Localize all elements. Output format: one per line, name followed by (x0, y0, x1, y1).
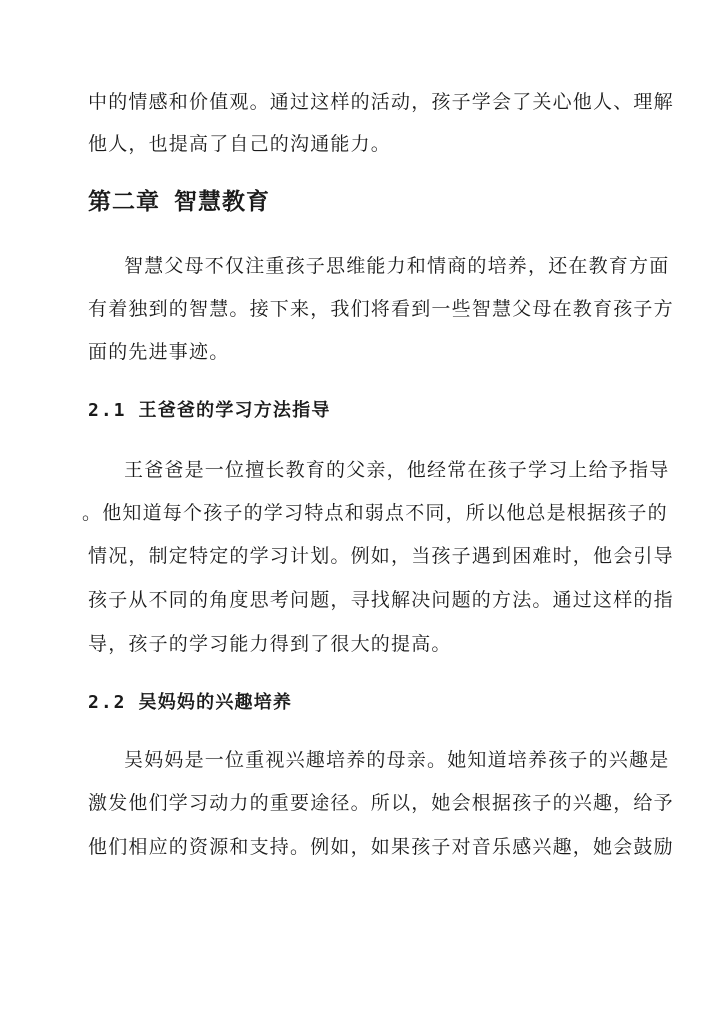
section-number: 2.1 (88, 400, 127, 421)
section-heading (88, 400, 331, 422)
paragraph-line: 他们相应的资源和支持。例如，如果孩子对音乐感兴趣，她会鼓励 (88, 836, 674, 858)
chapter-number: 第二章 (88, 188, 160, 215)
paragraph-line: 导，孩子的学习能力得到了很大的提高。 (88, 633, 452, 655)
paragraph-line: 中的情感和价值观。通过这样的活动，孩子学会了关心他人、理解 (88, 91, 674, 113)
section-heading (88, 692, 292, 714)
paragraph-line: 面的先进事迹。 (88, 341, 230, 363)
section-title: 吴妈妈的兴趣培养 (138, 692, 293, 713)
paragraph-line: 有着独到的智慧。接下来，我们将看到一些智慧父母在教育孩子方 (88, 298, 674, 320)
chapter-title: 智慧教育 (174, 188, 270, 215)
paragraph-line: 。他知道每个孩子的学习特点和弱点不同，所以他总是根据孩子的 (82, 502, 668, 524)
paragraph-line: 智慧父母不仅注重孩子思维能力和情商的培养，还在教育方面 (124, 255, 670, 277)
paragraph-line: 孩子从不同的角度思考问题，寻找解决问题的方法。通过这样的指 (88, 589, 674, 611)
paragraph-line: 王爸爸是一位擅长教育的父亲，他经常在孩子学习上给予指导 (124, 459, 670, 481)
paragraph-line: 情况，制定特定的学习计划。例如，当孩子遇到困难时，他会引导 (88, 545, 674, 567)
section-number: 2.2 (88, 692, 127, 713)
paragraph-line: 激发他们学习动力的重要途径。所以，她会根据孩子的兴趣，给予 (88, 792, 674, 814)
paragraph-line: 吴妈妈是一位重视兴趣培养的母亲。她知道培养孩子的兴趣是 (124, 749, 670, 771)
paragraph-line: 他人，也提高了自己的沟通能力。 (88, 133, 392, 155)
chapter-heading (88, 188, 270, 216)
section-title: 王爸爸的学习方法指导 (138, 400, 331, 421)
